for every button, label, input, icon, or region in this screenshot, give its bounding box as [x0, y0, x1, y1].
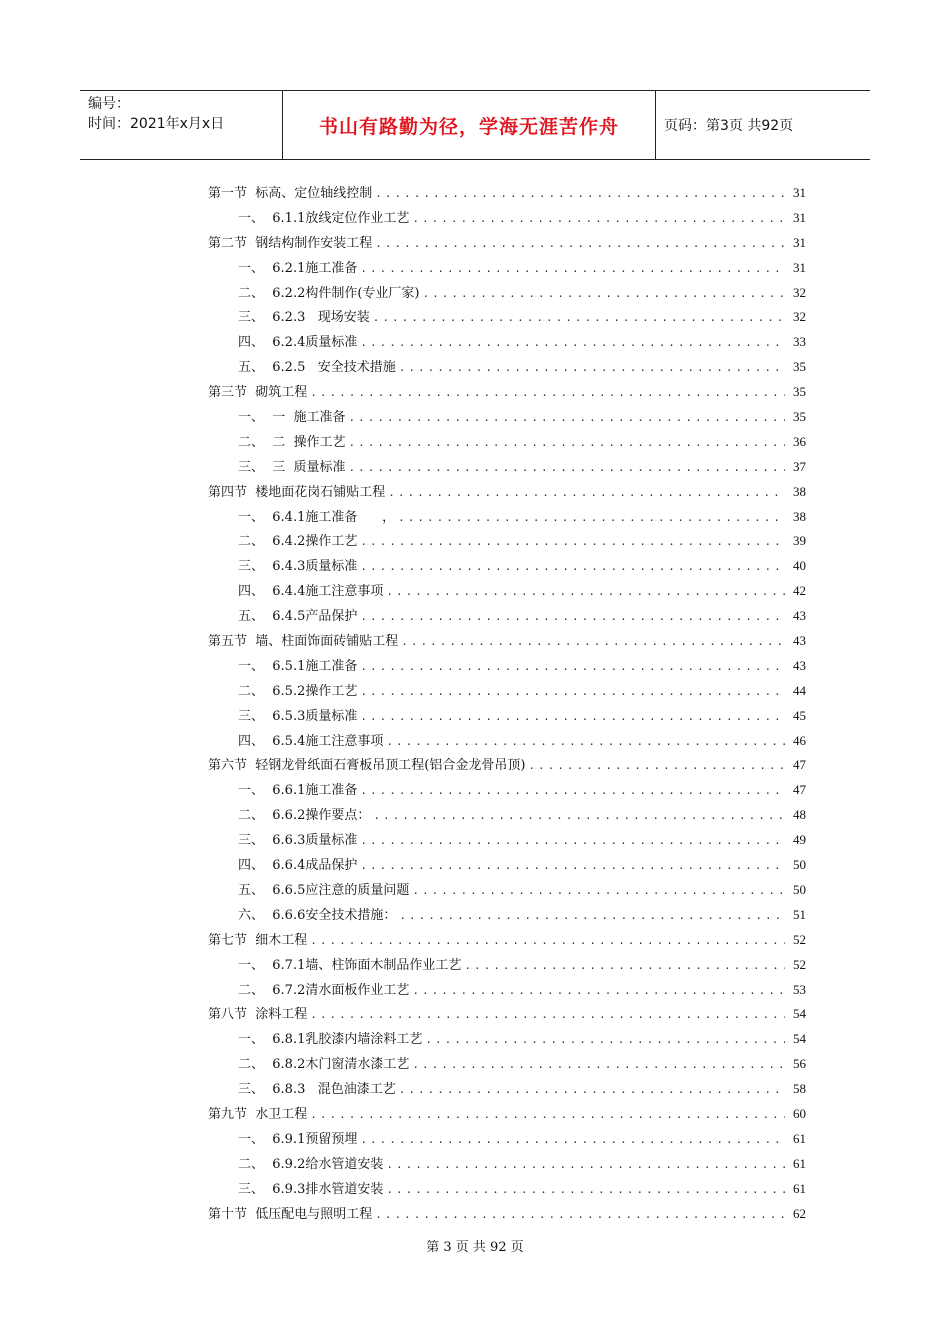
toc-subentry[interactable]: [208, 506, 806, 531]
toc-entry-number: 二、: [238, 534, 273, 550]
toc-entry-number: 四、: [238, 733, 273, 749]
toc-section-entry[interactable]: [208, 1003, 806, 1028]
toc-entry-number: 一、: [238, 509, 273, 525]
toc-entry-page: 36: [793, 433, 806, 449]
toc-subentry[interactable]: [208, 456, 806, 481]
toc-subentry[interactable]: [208, 406, 806, 431]
toc-entry-title: 6.5.1施工准备: [272, 658, 358, 674]
table-of-contents: [208, 182, 806, 1227]
toc-subentry[interactable]: [208, 829, 806, 854]
toc-entry-title: 第八节 涂料工程: [208, 1007, 308, 1023]
toc-subentry[interactable]: [208, 331, 806, 356]
toc-dot-leader: [399, 909, 785, 922]
toc-section-entry[interactable]: [208, 232, 806, 257]
toc-entry-number: 二、: [238, 434, 273, 450]
toc-dot-leader: [412, 1058, 785, 1071]
toc-entry-page: 32: [793, 284, 806, 300]
toc-subentry[interactable]: [208, 804, 806, 829]
toc-section-entry[interactable]: [208, 754, 806, 779]
toc-dot-leader: [360, 834, 785, 847]
toc-entry-number: 五、: [238, 609, 273, 625]
toc-entry-title: 6.9.3排水管道安装: [272, 1181, 384, 1197]
toc-entry-number: 三、: [238, 310, 273, 326]
toc-subentry[interactable]: [208, 904, 806, 929]
toc-entry-page: 61: [793, 1180, 806, 1196]
toc-entry-title: 6.9.2给水管道安装: [272, 1156, 384, 1172]
toc-entry-page: 43: [793, 657, 806, 673]
toc-entry-page: 54: [793, 1006, 806, 1022]
toc-entry-page: 38: [793, 508, 806, 524]
toc-dot-leader: [360, 660, 785, 673]
toc-entry-page: 56: [793, 1056, 806, 1072]
header-page-cell: [656, 91, 870, 159]
toc-entry-page: 43: [793, 633, 806, 649]
page-header: [80, 90, 870, 160]
toc-dot-leader: [360, 336, 785, 349]
toc-entry-page: 39: [793, 533, 806, 549]
toc-entry-title: 6.7.1墙、柱饰面木制品作业工艺: [272, 957, 462, 973]
toc-entry-page: 60: [793, 1105, 806, 1121]
toc-dot-leader: [386, 585, 785, 598]
toc-entry-title: 第七节 细木工程: [208, 932, 308, 948]
toc-subentry[interactable]: [208, 1128, 806, 1153]
toc-entry-number: 一、: [238, 957, 273, 973]
toc-entry-page: 61: [793, 1155, 806, 1171]
toc-entry-title: 6.2.5 安全技术措施: [272, 360, 396, 376]
toc-dot-leader: [423, 287, 786, 300]
page-footer: [0, 1236, 950, 1255]
header-page-label: 页码：第3页 共92页: [664, 118, 794, 134]
toc-subentry[interactable]: [208, 257, 806, 282]
toc-entry-number: 二、: [238, 285, 273, 301]
toc-entry-title: 第三节 砌筑工程: [208, 385, 308, 401]
toc-entry-title: 6.6.1施工准备: [272, 783, 358, 799]
toc-entry-title: 6.8.1乳胶漆内墙涂料工艺: [272, 1032, 423, 1048]
toc-entry-page: 40: [793, 558, 806, 574]
footer-page-number: 第 3 页 共 92 页: [426, 1240, 524, 1255]
toc-dot-leader: [386, 1158, 785, 1171]
toc-dot-leader: [375, 187, 785, 200]
toc-entry-title: 6.6.3质量标准: [272, 833, 358, 849]
date-label: 时间：2021年x月x日: [88, 116, 225, 132]
toc-subentry[interactable]: [208, 655, 806, 680]
toc-subentry[interactable]: [208, 1028, 806, 1053]
toc-entry-page: 53: [793, 981, 806, 997]
toc-entry-number: 一、: [238, 1131, 273, 1147]
toc-dot-leader: [349, 461, 785, 474]
toc-section-entry[interactable]: [208, 929, 806, 954]
toc-entry-page: 31: [793, 185, 806, 200]
toc-entry-number: 四、: [238, 584, 273, 600]
toc-entry-page: 50: [793, 857, 806, 873]
toc-entry-title: 一 施工准备: [272, 410, 346, 426]
toc-entry-page: 54: [793, 1031, 806, 1047]
toc-dot-leader: [310, 1008, 785, 1021]
toc-section-entry[interactable]: [208, 1203, 806, 1228]
toc-entry-page: 31: [793, 259, 806, 275]
toc-entry-page: 61: [793, 1130, 806, 1146]
toc-entry-title: 6.5.2操作工艺: [272, 683, 358, 699]
toc-entry-title: 6.8.3 混色油漆工艺: [272, 1082, 396, 1098]
toc-subentry[interactable]: [208, 306, 806, 331]
toc-entry-number: 三、: [238, 833, 273, 849]
toc-dot-leader: [373, 311, 785, 324]
toc-section-entry[interactable]: [208, 381, 806, 406]
toc-subentry[interactable]: [208, 680, 806, 705]
toc-dot-leader: [386, 1183, 785, 1196]
toc-entry-number: 一、: [238, 210, 273, 226]
toc-entry-title: 6.5.4施工注意事项: [272, 733, 384, 749]
toc-entry-page: 43: [793, 608, 806, 624]
toc-entry-title: 6.6.4成品保护: [272, 858, 358, 874]
toc-dot-leader: [375, 237, 785, 250]
toc-section-entry[interactable]: [208, 182, 806, 207]
header-meta: [80, 91, 282, 159]
toc-dot-leader: [528, 759, 785, 772]
toc-entry-page: 47: [793, 757, 806, 773]
toc-entry-title: 6.4.1施工准备 ，: [272, 509, 396, 525]
toc-entry-title: 第六节 轻钢龙骨纸面石膏板吊顶工程(铝合金龙骨吊顶): [208, 758, 526, 774]
toc-dot-leader: [464, 959, 785, 972]
toc-dot-leader: [412, 212, 785, 225]
toc-dot-leader: [349, 411, 785, 424]
toc-subentry[interactable]: [208, 730, 806, 755]
toc-subentry[interactable]: [208, 580, 806, 605]
toc-entry-page: 47: [793, 782, 806, 798]
toc-entry-number: 一、: [238, 658, 273, 674]
toc-entry-page: 48: [793, 807, 806, 823]
toc-section-entry[interactable]: [208, 1103, 806, 1128]
toc-entry-page: 51: [793, 906, 806, 922]
toc-entry-number: 二、: [238, 683, 273, 699]
toc-entry-number: 一、: [238, 1032, 273, 1048]
toc-entry-title: 6.4.4施工注意事项: [272, 584, 384, 600]
toc-dot-leader: [399, 361, 785, 374]
toc-entry-number: 三、: [238, 1181, 273, 1197]
toc-entry-title: 6.5.3质量标准: [272, 708, 358, 724]
toc-entry-number: 四、: [238, 335, 273, 351]
toc-entry-page: 38: [793, 483, 806, 499]
toc-subentry[interactable]: [208, 705, 806, 730]
toc-entry-number: 二、: [238, 808, 273, 824]
toc-entry-page: 44: [793, 682, 806, 698]
toc-entry-title: 二 操作工艺: [272, 434, 346, 450]
toc-entry-page: 58: [793, 1081, 806, 1097]
toc-dot-leader: [425, 1033, 785, 1046]
header-motto-cell: [282, 91, 656, 159]
toc-entry-page: 46: [793, 732, 806, 748]
toc-entry-number: 三、: [238, 1082, 273, 1098]
toc-dot-leader: [360, 1133, 785, 1146]
toc-entry-number: 二、: [238, 1156, 273, 1172]
toc-dot-leader: [360, 560, 785, 573]
toc-entry-page: 45: [793, 707, 806, 723]
toc-entry-title: 6.6.6安全技术措施：: [272, 907, 397, 923]
toc-entry-title: 第一节 标高、定位轴线控制: [208, 186, 373, 201]
toc-entry-page: 35: [793, 359, 806, 375]
toc-entry-title: 6.2.3 现场安装: [272, 310, 370, 326]
toc-entry-number: 三、: [238, 459, 273, 475]
toc-entry-title: 6.4.5产品保护: [272, 609, 358, 625]
toc-entry-title: 6.2.1施工准备: [272, 260, 358, 276]
toc-dot-leader: [310, 934, 785, 947]
toc-entry-number: 一、: [238, 410, 273, 426]
toc-entry-title: 6.6.5应注意的质量问题: [272, 882, 410, 898]
toc-entry-title: 第十节 低压配电与照明工程: [208, 1206, 373, 1222]
toc-subentry[interactable]: [208, 1053, 806, 1078]
toc-dot-leader: [386, 735, 785, 748]
toc-subentry[interactable]: [208, 605, 806, 630]
toc-subentry[interactable]: [208, 854, 806, 879]
toc-dot-leader: [360, 535, 785, 548]
toc-entry-title: 6.1.1放线定位作业工艺: [272, 210, 410, 226]
toc-entry-title: 第九节 水卫工程: [208, 1106, 308, 1122]
toc-entry-title: 第五节 墙、柱面饰面砖铺贴工程: [208, 634, 399, 650]
toc-entry-page: 52: [793, 956, 806, 972]
toc-dot-leader: [375, 1208, 785, 1221]
toc-entry-page: 49: [793, 832, 806, 848]
toc-section-entry[interactable]: [208, 481, 806, 506]
toc-dot-leader: [399, 1083, 785, 1096]
toc-entry-title: 第二节 钢结构制作安装工程: [208, 235, 373, 251]
toc-subentry[interactable]: [208, 779, 806, 804]
toc-dot-leader: [373, 809, 785, 822]
toc-subentry[interactable]: [208, 1178, 806, 1203]
toc-entry-number: 五、: [238, 360, 273, 376]
toc-entry-page: 52: [793, 931, 806, 947]
toc-dot-leader: [310, 386, 785, 399]
toc-entry-page: 35: [793, 409, 806, 425]
toc-entry-number: 五、: [238, 882, 273, 898]
toc-entry-page: 42: [793, 583, 806, 599]
toc-entry-page: 37: [793, 458, 806, 474]
toc-entry-title: 6.2.4质量标准: [272, 335, 358, 351]
toc-entry-title: 三 质量标准: [272, 459, 346, 475]
toc-dot-leader: [412, 984, 785, 997]
toc-dot-leader: [360, 685, 785, 698]
toc-dot-leader: [388, 486, 785, 499]
toc-subentry[interactable]: [208, 879, 806, 904]
toc-dot-leader: [401, 635, 785, 648]
toc-subentry[interactable]: [208, 282, 806, 307]
toc-subentry[interactable]: [208, 555, 806, 580]
toc-entry-page: 31: [793, 209, 806, 225]
toc-subentry[interactable]: [208, 979, 806, 1004]
toc-entry-title: 6.2.2构件制作(专业厂家): [272, 285, 420, 301]
toc-entry-number: 三、: [238, 708, 273, 724]
toc-entry-title: 6.4.2操作工艺: [272, 534, 358, 550]
toc-dot-leader: [360, 710, 785, 723]
motto-text: 书山有路勤为径，学海无涯苦作舟: [318, 115, 619, 138]
toc-entry-title: 6.6.2操作要点：: [272, 808, 371, 824]
toc-entry-number: 一、: [238, 783, 273, 799]
toc-subentry[interactable]: [208, 1153, 806, 1178]
toc-entry-number: 六、: [238, 907, 273, 923]
toc-subentry[interactable]: [208, 530, 806, 555]
toc-subentry[interactable]: [208, 207, 806, 232]
toc-dot-leader: [412, 884, 785, 897]
toc-entry-number: 一、: [238, 260, 273, 276]
toc-entry-page: 31: [793, 234, 806, 250]
toc-entry-page: 33: [793, 334, 806, 350]
toc-entry-title: 第四节 楼地面花岗石铺贴工程: [208, 484, 386, 500]
toc-entry-title: 6.8.2木门窗清水漆工艺: [272, 1057, 410, 1073]
toc-entry-title: 6.9.1预留预埋: [272, 1131, 358, 1147]
toc-entry-number: 二、: [238, 1057, 273, 1073]
toc-subentry[interactable]: [208, 431, 806, 456]
toc-subentry[interactable]: [208, 954, 806, 979]
toc-entry-number: 二、: [238, 982, 273, 998]
toc-dot-leader: [349, 436, 785, 449]
toc-subentry[interactable]: [208, 356, 806, 381]
toc-dot-leader: [360, 610, 785, 623]
serial-number-label: 编号：: [88, 96, 130, 112]
toc-dot-leader: [310, 1108, 785, 1121]
toc-entry-title: 6.4.3质量标准: [272, 559, 358, 575]
toc-entry-page: 62: [793, 1205, 806, 1221]
toc-entry-number: 四、: [238, 858, 273, 874]
toc-dot-leader: [360, 784, 785, 797]
toc-entry-title: 6.7.2清水面板作业工艺: [272, 982, 410, 998]
toc-section-entry[interactable]: [208, 630, 806, 655]
toc-dot-leader: [360, 859, 785, 872]
toc-dot-leader: [360, 262, 785, 275]
toc-entry-page: 32: [793, 309, 806, 325]
toc-dot-leader: [398, 511, 785, 524]
toc-entry-page: 50: [793, 881, 806, 897]
toc-entry-page: 35: [793, 384, 806, 400]
toc-entry-number: 三、: [238, 559, 273, 575]
toc-subentry[interactable]: [208, 1078, 806, 1103]
